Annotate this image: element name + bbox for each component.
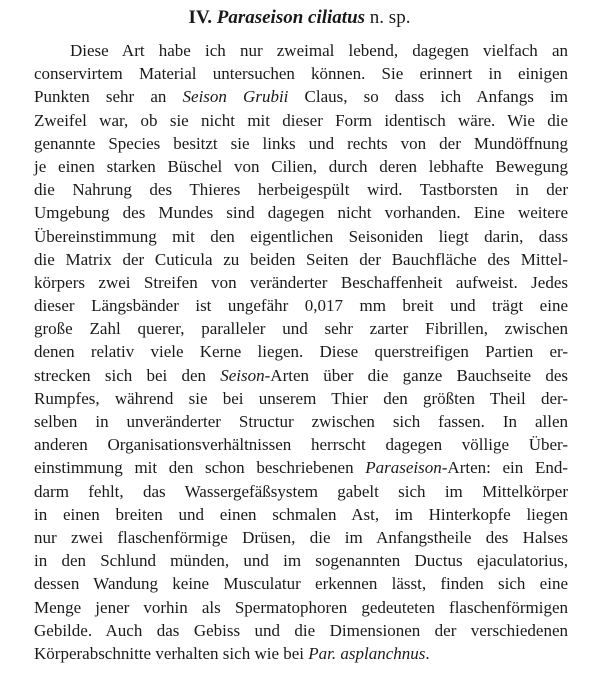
text-line <box>34 456 568 479</box>
text-run: körpers zwei Streifen von veränderter Beschaffenheit aufweist. Jedes <box>34 272 568 292</box>
text-run: Menge jener vorhin als Spermatophoren gedeuteten flaschenförmigen <box>34 597 568 617</box>
text-run: dieser Längsbänder ist ungefähr 0,017 mm breit und trägt eine <box>34 296 568 316</box>
text-line <box>34 364 568 387</box>
text-line <box>34 410 568 433</box>
text-line <box>34 294 568 317</box>
text-run: nur zwei flaschenförmige Drüsen, die im Anfangstheile des Halses <box>34 527 568 547</box>
text-line <box>34 480 568 503</box>
text-line <box>34 526 568 549</box>
text-line <box>34 109 568 132</box>
text-run: die Nahrung des Thieres herbeigespült wird. Tastborsten in der <box>34 180 568 200</box>
text-line <box>34 271 568 294</box>
text-run: in einen breiten und einen schmalen Ast, im Hinterkopfe liegen <box>34 504 568 524</box>
text-run: denen relativ viele Kerne liegen. Diese querstreifigen Partien er- <box>34 342 568 362</box>
text-line <box>34 503 568 526</box>
italic-term: Seison <box>220 365 265 385</box>
text-line <box>34 549 568 572</box>
text-run: Claus, so dass ich Anfangs im <box>288 87 569 107</box>
text-line <box>34 39 568 62</box>
text-run: -Arten: ein End- <box>441 458 568 478</box>
italic-term: Par. asplanchnus <box>308 643 426 663</box>
text-line <box>34 619 568 642</box>
text-run: . <box>425 643 430 663</box>
text-run: die Matrix der Cuticula zu beiden Seiten der Bauchfläche des Mittel- <box>34 249 568 269</box>
section-number: IV. <box>188 7 212 28</box>
text-line <box>34 178 568 201</box>
text-line <box>34 248 568 271</box>
text-run: Punkten sehr an <box>34 87 183 107</box>
text-line <box>34 433 568 456</box>
text-line <box>34 201 568 224</box>
text-line <box>34 596 568 619</box>
section-heading <box>0 6 599 30</box>
italic-term: Seison Grubii <box>182 87 289 107</box>
text-run: genannte Species besitzt sie links und rechts von der Mundöffnung <box>34 133 568 153</box>
text-line <box>34 225 568 248</box>
text-run: darm fehlt, das Wassergefäßsystem gabelt sich im Mittelkörper <box>34 481 568 501</box>
body-paragraph <box>34 39 568 665</box>
text-line <box>34 132 568 155</box>
text-run: Übereinstimmung mit den eigentlichen Seisoniden liegt darin, dass <box>34 226 568 246</box>
text-line <box>34 85 568 108</box>
text-line <box>34 155 568 178</box>
text-run: Rumpfes, während sie bei unserem Thier den größten Theil der- <box>34 388 568 408</box>
text-run: dessen Wandung keine Musculatur erkennen lässt, finden sich eine <box>34 574 568 594</box>
italic-term: Paraseison <box>365 458 442 478</box>
text-line <box>34 62 568 85</box>
text-run: Gebilde. Auch das Gebiss und die Dimensionen der verschiedenen <box>34 620 568 640</box>
text-line <box>34 340 568 363</box>
text-run: einstimmung mit den schon beschriebenen <box>34 458 366 478</box>
text-run: in den Schlund münden, und im sogenannten Ductus ejaculatorius, <box>34 551 568 571</box>
text-run: strecken sich bei den <box>34 365 221 385</box>
text-run: je einen starken Büschel von Cilien, durch deren lebhafte Bewegung <box>34 156 568 176</box>
text-run: anderen Organisationsverhältnissen herrscht dagegen völlige Über- <box>34 435 568 455</box>
text-run: conservirtem Material untersuchen können. Sie erinnert in einigen <box>34 64 568 84</box>
text-run: Diese Art habe ich nur zweimal lebend, dagegen vielfach an <box>70 41 568 60</box>
text-run: Umgebung des Mundes sind dagegen nicht vorhanden. Eine weitere <box>34 203 568 223</box>
text-line <box>34 642 568 665</box>
text-line <box>34 387 568 410</box>
text-run: große Zahl querer, paralleler und sehr zarter Fibrillen, zwischen <box>34 319 568 339</box>
text-run: -Arten über die ganze Bauchseite des <box>264 365 568 385</box>
text-line <box>34 317 568 340</box>
text-run: Körperabschnitte verhalten sich wie bei <box>34 643 309 663</box>
text-run: Zweifel war, ob sie nicht mit dieser Form identisch wäre. Wie die <box>34 110 568 130</box>
species-suffix: n. sp. <box>369 7 411 28</box>
text-line <box>34 572 568 595</box>
species-name: Paraseison ciliatus <box>216 7 366 28</box>
text-run: selben in unveränderter Structur zwischen sich fassen. In allen <box>34 412 568 431</box>
